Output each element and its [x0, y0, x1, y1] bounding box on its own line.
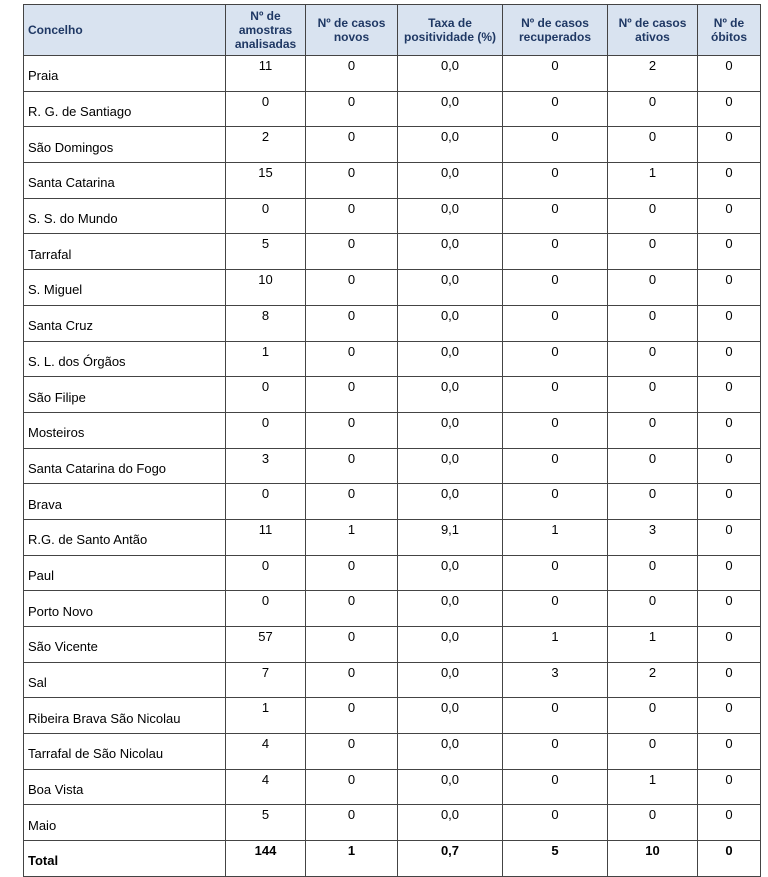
cell-taxa-positividade: 0,0	[398, 163, 503, 199]
cell-taxa-positividade: 0,0	[398, 305, 503, 341]
table-row	[24, 698, 761, 734]
cell-obitos: 0	[698, 163, 761, 199]
cell-obitos: 0	[698, 627, 761, 663]
cell-taxa-positividade: 0,0	[398, 412, 503, 448]
cell-casos-recuperados: 0	[503, 734, 608, 770]
cell-obitos: 0	[698, 234, 761, 270]
cell-casos-novos: 0	[306, 448, 398, 484]
cell-casos-recuperados: 3	[503, 662, 608, 698]
table-row	[24, 484, 761, 520]
cell-taxa-positividade: 0,0	[398, 91, 503, 127]
cell-casos-recuperados: 0	[503, 127, 608, 163]
cell-casos-recuperados: 0	[503, 377, 608, 413]
cell-amostras: 0	[226, 377, 306, 413]
cell-casos-novos: 0	[306, 56, 398, 92]
cell-amostras: 0	[226, 412, 306, 448]
cell-casos-recuperados: 0	[503, 448, 608, 484]
cell-taxa-positividade: 0,0	[398, 127, 503, 163]
cell-casos-ativos: 0	[608, 448, 698, 484]
cell-casos-novos: 0	[306, 305, 398, 341]
cell-amostras: 15	[226, 163, 306, 199]
cell-taxa-positividade: 0,0	[398, 234, 503, 270]
cell-amostras: 0	[226, 591, 306, 627]
cell-taxa-positividade: 0,0	[398, 734, 503, 770]
cell-obitos: 0	[698, 270, 761, 306]
cell-amostras: 3	[226, 448, 306, 484]
cell-obitos: 0	[698, 91, 761, 127]
table-row	[24, 448, 761, 484]
cell-casos-novos: 0	[306, 234, 398, 270]
cell-amostras: 0	[226, 484, 306, 520]
cell-concelho: Porto Novo	[24, 591, 226, 627]
cell-obitos: 0	[698, 519, 761, 555]
cell-casos-recuperados: 0	[503, 234, 608, 270]
cell-amostras: 8	[226, 305, 306, 341]
header-casos-recuperados: Nº de casos recuperados	[503, 5, 608, 56]
table-row	[24, 341, 761, 377]
cell-casos-ativos: 0	[608, 377, 698, 413]
cell-casos-novos: 0	[306, 163, 398, 199]
table-row	[24, 412, 761, 448]
cell-obitos: 0	[698, 769, 761, 805]
cell-concelho: S. Miguel	[24, 270, 226, 306]
header-casos-novos: Nº de casos novos	[306, 5, 398, 56]
cell-casos-ativos: 0	[608, 341, 698, 377]
cell-casos-recuperados: 0	[503, 270, 608, 306]
header-casos-ativos: Nº de casos ativos	[608, 5, 698, 56]
table-row	[24, 270, 761, 306]
cell-amostras: 11	[226, 56, 306, 92]
cell-concelho: São Domingos	[24, 127, 226, 163]
cell-casos-novos: 0	[306, 591, 398, 627]
cell-concelho: R.G. de Santo Antão	[24, 519, 226, 555]
cell-taxa-positividade: 0,0	[398, 662, 503, 698]
cell-amostras: 5	[226, 805, 306, 841]
table-row	[24, 198, 761, 234]
cell-casos-recuperados: 0	[503, 198, 608, 234]
cell-casos-ativos: 0	[608, 734, 698, 770]
cell-casos-recuperados: 1	[503, 627, 608, 663]
cell-concelho: R. G. de Santiago	[24, 91, 226, 127]
table-row	[24, 591, 761, 627]
cell-obitos: 0	[698, 127, 761, 163]
cell-casos-recuperados: 0	[503, 341, 608, 377]
cell-casos-novos: 0	[306, 412, 398, 448]
cell-taxa-positividade: 0,0	[398, 198, 503, 234]
cell-concelho: S. L. dos Órgãos	[24, 341, 226, 377]
cell-casos-novos: 0	[306, 377, 398, 413]
cell-taxa-positividade: 0,0	[398, 591, 503, 627]
cell-amostras: 0	[226, 198, 306, 234]
cell-amostras: 144	[226, 841, 306, 877]
cell-casos-novos: 0	[306, 341, 398, 377]
cell-taxa-positividade: 0,0	[398, 769, 503, 805]
cell-concelho: Praia	[24, 56, 226, 92]
cell-amostras: 2	[226, 127, 306, 163]
cell-casos-ativos: 2	[608, 56, 698, 92]
cell-casos-ativos: 0	[608, 198, 698, 234]
cell-casos-novos: 0	[306, 698, 398, 734]
cell-taxa-positividade: 0,0	[398, 555, 503, 591]
table-row	[24, 805, 761, 841]
cell-casos-novos: 0	[306, 769, 398, 805]
cell-concelho: Sal	[24, 662, 226, 698]
table-row	[24, 555, 761, 591]
cell-concelho: São Filipe	[24, 377, 226, 413]
cell-casos-ativos: 3	[608, 519, 698, 555]
cell-casos-recuperados: 5	[503, 841, 608, 877]
cell-casos-ativos: 1	[608, 769, 698, 805]
cell-concelho: Tarrafal	[24, 234, 226, 270]
table-row	[24, 662, 761, 698]
concelho-cases-table	[23, 4, 761, 877]
cell-concelho: Paul	[24, 555, 226, 591]
table-header-row	[24, 5, 761, 56]
cell-taxa-positividade: 0,0	[398, 698, 503, 734]
cell-taxa-positividade: 0,0	[398, 341, 503, 377]
cell-concelho: Santa Cruz	[24, 305, 226, 341]
cell-casos-novos: 0	[306, 127, 398, 163]
cell-casos-recuperados: 0	[503, 555, 608, 591]
table-row	[24, 377, 761, 413]
cell-obitos: 0	[698, 841, 761, 877]
cell-casos-ativos: 0	[608, 591, 698, 627]
cell-concelho: São Vicente	[24, 627, 226, 663]
cell-amostras: 0	[226, 91, 306, 127]
table-row	[24, 163, 761, 199]
cell-casos-recuperados: 0	[503, 305, 608, 341]
cell-casos-ativos: 0	[608, 91, 698, 127]
cell-obitos: 0	[698, 198, 761, 234]
cell-taxa-positividade: 0,0	[398, 270, 503, 306]
cell-casos-novos: 0	[306, 270, 398, 306]
table-row	[24, 734, 761, 770]
cell-casos-novos: 0	[306, 734, 398, 770]
cell-casos-ativos: 0	[608, 234, 698, 270]
cell-concelho: Tarrafal de São Nicolau	[24, 734, 226, 770]
cell-casos-novos: 1	[306, 519, 398, 555]
cell-obitos: 0	[698, 805, 761, 841]
cell-casos-ativos: 0	[608, 698, 698, 734]
cell-taxa-positividade: 9,1	[398, 519, 503, 555]
cell-casos-recuperados: 0	[503, 56, 608, 92]
cell-casos-ativos: 0	[608, 484, 698, 520]
cell-casos-novos: 0	[306, 805, 398, 841]
cell-concelho: Ribeira Brava São Nicolau	[24, 698, 226, 734]
cell-casos-ativos: 0	[608, 805, 698, 841]
header-obitos: Nº de óbitos	[698, 5, 761, 56]
header-amostras: Nº de amostras analisadas	[226, 5, 306, 56]
cell-amostras: 7	[226, 662, 306, 698]
cell-obitos: 0	[698, 662, 761, 698]
cell-casos-ativos: 0	[608, 127, 698, 163]
table-row	[24, 56, 761, 92]
cell-obitos: 0	[698, 377, 761, 413]
cell-casos-recuperados: 0	[503, 91, 608, 127]
cell-taxa-positividade: 0,0	[398, 448, 503, 484]
cell-casos-novos: 0	[306, 91, 398, 127]
cell-concelho: Santa Catarina	[24, 163, 226, 199]
cell-amostras: 0	[226, 555, 306, 591]
table-row	[24, 627, 761, 663]
cell-casos-ativos: 10	[608, 841, 698, 877]
cell-taxa-positividade: 0,0	[398, 627, 503, 663]
cell-obitos: 0	[698, 341, 761, 377]
table-row	[24, 127, 761, 163]
cell-casos-novos: 1	[306, 841, 398, 877]
cell-casos-ativos: 0	[608, 270, 698, 306]
cell-obitos: 0	[698, 555, 761, 591]
cell-obitos: 0	[698, 412, 761, 448]
cell-casos-recuperados: 0	[503, 805, 608, 841]
cell-obitos: 0	[698, 591, 761, 627]
cell-amostras: 10	[226, 270, 306, 306]
header-taxa-positividade: Taxa de positividade (%)	[398, 5, 503, 56]
cell-casos-novos: 0	[306, 627, 398, 663]
cell-obitos: 0	[698, 56, 761, 92]
cell-casos-novos: 0	[306, 484, 398, 520]
table-row	[24, 234, 761, 270]
cell-obitos: 0	[698, 734, 761, 770]
cell-concelho: Santa Catarina do Fogo	[24, 448, 226, 484]
cell-casos-ativos: 0	[608, 412, 698, 448]
cell-taxa-positividade: 0,0	[398, 56, 503, 92]
cell-concelho: Total	[24, 841, 226, 877]
cell-obitos: 0	[698, 484, 761, 520]
cell-casos-ativos: 2	[608, 662, 698, 698]
total-row	[24, 841, 761, 877]
cell-casos-recuperados: 0	[503, 484, 608, 520]
cell-concelho: S. S. do Mundo	[24, 198, 226, 234]
header-concelho: Concelho	[24, 5, 226, 56]
cell-amostras: 57	[226, 627, 306, 663]
cell-casos-recuperados: 0	[503, 412, 608, 448]
cell-amostras: 4	[226, 769, 306, 805]
cell-casos-recuperados: 0	[503, 163, 608, 199]
cell-amostras: 4	[226, 734, 306, 770]
cell-obitos: 0	[698, 698, 761, 734]
cell-casos-recuperados: 0	[503, 769, 608, 805]
table-row	[24, 769, 761, 805]
cell-concelho: Mosteiros	[24, 412, 226, 448]
cell-casos-novos: 0	[306, 198, 398, 234]
cell-concelho: Maio	[24, 805, 226, 841]
cell-casos-ativos: 0	[608, 555, 698, 591]
cell-obitos: 0	[698, 448, 761, 484]
cell-casos-ativos: 0	[608, 305, 698, 341]
cell-casos-recuperados: 0	[503, 591, 608, 627]
cell-taxa-positividade: 0,0	[398, 805, 503, 841]
cell-taxa-positividade: 0,0	[398, 484, 503, 520]
table-row	[24, 91, 761, 127]
cell-concelho: Boa Vista	[24, 769, 226, 805]
cell-casos-recuperados: 0	[503, 698, 608, 734]
table-row	[24, 519, 761, 555]
cell-concelho: Brava	[24, 484, 226, 520]
cell-casos-recuperados: 1	[503, 519, 608, 555]
cell-taxa-positividade: 0,0	[398, 377, 503, 413]
cell-amostras: 5	[226, 234, 306, 270]
cell-taxa-positividade: 0,7	[398, 841, 503, 877]
cell-casos-novos: 0	[306, 555, 398, 591]
cell-casos-novos: 0	[306, 662, 398, 698]
table-row	[24, 305, 761, 341]
cell-casos-ativos: 1	[608, 163, 698, 199]
cell-obitos: 0	[698, 305, 761, 341]
cell-casos-ativos: 1	[608, 627, 698, 663]
cell-amostras: 1	[226, 341, 306, 377]
cell-amostras: 1	[226, 698, 306, 734]
cell-amostras: 11	[226, 519, 306, 555]
